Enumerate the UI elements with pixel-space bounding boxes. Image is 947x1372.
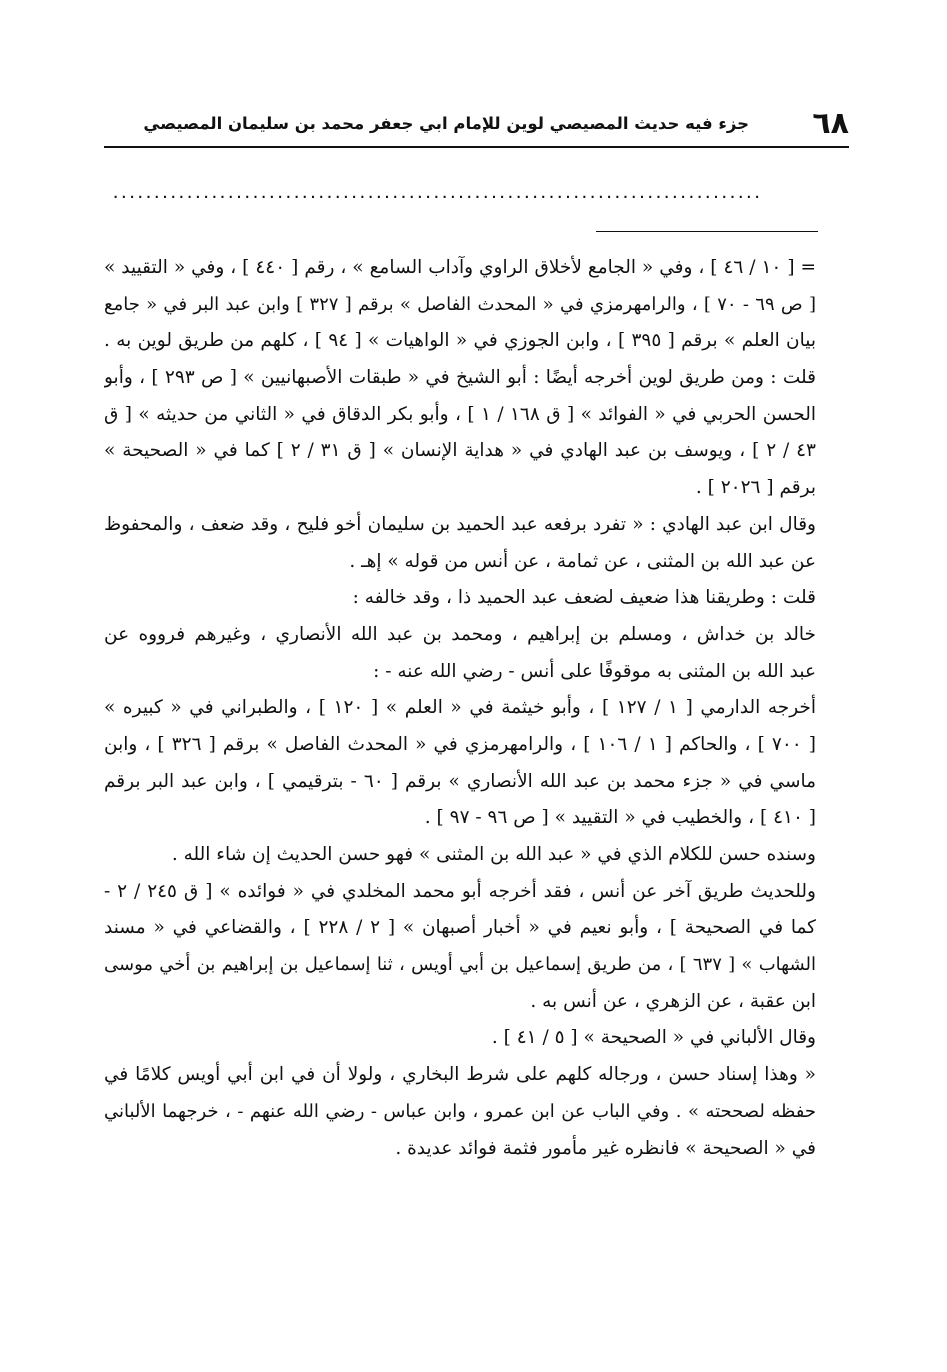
text-line: وقال الألباني في « الصحيحة » [ ٥ / ٤١ ] . bbox=[491, 1027, 816, 1049]
text-line: الحسن الحربي في « الفوائد » [ ق ١٦٨ / ١ ] ، وأبو بكر الدقاق في « الثاني من حديثه » [ ق bbox=[104, 403, 816, 425]
text-line: برقم [ ٢٠٢٦ ] . bbox=[695, 477, 816, 499]
text-line: « وهذا إسناد حسن ، ورجاله كلهم على شرط البخاري ، ولولا أن في ابن أبي أويس كلامًا في bbox=[104, 1064, 816, 1086]
text-line: قلت : وطريقنا هذا ضعيف لضعف عبد الحميد ذا ، وقد خالفه : bbox=[352, 587, 816, 609]
text-line: عن عبد الله بن المثنى ، عن ثمامة ، عن أنس من قوله » إهـ . bbox=[349, 550, 816, 572]
text-line: عبد الله بن المثنى به موقوفًا على أنس - رضي الله عنه - : bbox=[373, 660, 816, 682]
text-line: الشهاب » [ ٦٣٧ ] ، من طريق إسماعيل بن أبي أويس ، ثنا إسماعيل بن إبراهيم بن أخي موسى bbox=[104, 954, 816, 976]
text-line: بيان العلم » برقم [ ٣٩٥ ] ، وابن الجوزي في « الواهيات » [ ٩٤ ] ، كلهم من طريق لوين به . bbox=[104, 330, 816, 352]
text-line: [ ٤١٠ ] ، والخطيب في « التقييد » [ ص ٩٦ - ٩٧ ] . bbox=[424, 807, 816, 829]
text-line: قلت : ومن طريق لوين أخرجه أيضًا : أبو الشيخ في « طبقات الأصبهانيين » [ ص ٢٩٣ ] ، وأبو bbox=[104, 367, 816, 389]
text-line: أخرجه الدارمي [ ١ / ١٢٧ ] ، وأبو خيثمة في « العلم » [ ١٢٠ ] ، والطبراني في « كبيره » bbox=[104, 697, 816, 719]
text-line: وسنده حسن للكلام الذي في « عبد الله بن المثنى » فهو حسن الحديث إن شاء الله . bbox=[171, 844, 816, 865]
text-line: ماسي في « جزء محمد بن عبد الله الأنصاري » برقم [ ٦٠ - بترقيمي ] ، وابن عبد البر برقم bbox=[104, 770, 816, 792]
text-line: خالد بن خداش ، ومسلم بن إبراهيم ، ومحمد بن عبد الله الأنصاري ، وغيرهم فرووه عن bbox=[104, 623, 816, 645]
footnote-rule bbox=[596, 231, 818, 232]
text-line: في « الصحيحة » فانظره غير مأمور فثمة فوائد عديدة . bbox=[395, 1137, 816, 1159]
text-line: حفظه لصححته » . وفي الباب عن ابن عمرو ، وابن عباس - رضي الله عنهم - ، خرجهما الألباني bbox=[104, 1100, 816, 1122]
text-line: [ ٧٠٠ ] ، والحاكم [ ١ / ١٠٦ ] ، والرامهرمزي في « المحدث الفاصل » برقم [ ٣٢٦ ] ، وابن bbox=[104, 733, 816, 755]
text-line: وقال ابن عبد الهادي : « تفرد برفعه عبد الحميد بن سليمان أخو فليح ، وقد ضعف ، والمحفوظ bbox=[104, 513, 816, 535]
text-line: وللحديث طريق آخر عن أنس ، فقد أخرجه أبو محمد المخلدي في « فوائده » [ ق ٢٤٥ / ٢ - bbox=[104, 880, 816, 902]
dotted-separator: ............................................................................... bbox=[112, 187, 762, 201]
running-title: جزء فيه حديث المصيصي لوين للإمام ابي جعفر محمد بن سليمان المصيصي bbox=[143, 114, 749, 133]
text-line: ٤٣ / ٢ ] ، ويوسف بن عبد الهادي في « هداية الإنسان » [ ق ٣١ / ٢ ] كما في « الصحيحة » bbox=[104, 440, 816, 462]
text-line: = [ ١٠ / ٤٦ ] ، وفي « الجامع لأخلاق الراوي وآداب السامع » ، رقم [ ٤٤٠ ] ، وفي « التقييد » bbox=[104, 257, 816, 278]
page-header bbox=[104, 104, 849, 144]
page-number: ٦٨ bbox=[812, 106, 849, 141]
text-line: كما في الصحيحة ] ، وأبو نعيم في « أخبار أصبهان » [ ٢ / ٢٢٨ ] ، والقضاعي في « مسند bbox=[104, 917, 816, 939]
header-rule bbox=[104, 146, 849, 148]
text-line: [ ص ٦٩ - ٧٠ ] ، والرامهرمزي في « المحدث الفاصل » برقم [ ٣٢٧ ] وابن عبد البر في « جامع bbox=[104, 293, 816, 315]
text-line: ابن عقبة ، عن الزهري ، عن أنس به . bbox=[530, 990, 816, 1012]
footnote-body bbox=[104, 250, 816, 1167]
